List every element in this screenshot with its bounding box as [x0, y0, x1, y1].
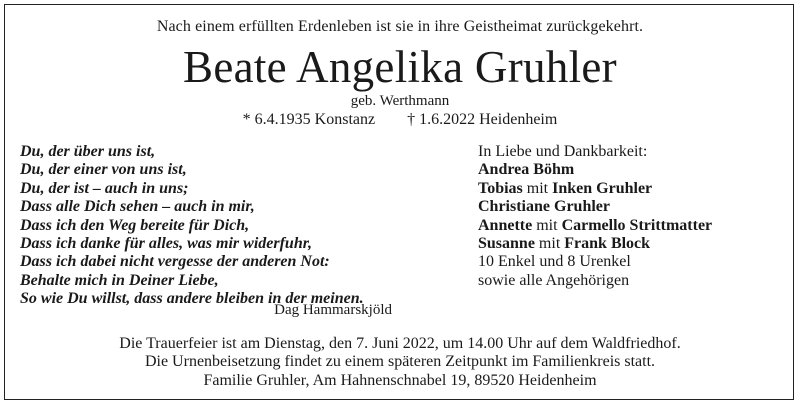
- service-details: [0, 335, 800, 390]
- funeral-info: Die Trauerfeier ist am Dienstag, den 7. Juni 2022, um 14.00 Uhr auf dem Waldfriedhof.: [119, 335, 681, 352]
- poem-line: Du, der ist – auch in uns;: [20, 179, 189, 197]
- mourner-entry: [478, 180, 778, 198]
- mourner-entry: [478, 198, 778, 216]
- death-date: † 1.6.2022 Heidenheim: [407, 111, 558, 128]
- poem-line: Du, der über uns ist,: [20, 143, 156, 160]
- mourners-heading: In Liebe und Dankbarkeit:: [478, 143, 648, 160]
- urn-info: Die Urnenbeisetzung findet zu einem späteren Zeitpunkt im Familienkreis statt.: [144, 353, 656, 371]
- deceased-name: Beate Angelika Gruhler: [183, 42, 617, 92]
- mourner-entry: [478, 235, 778, 253]
- poem-line: Dass alle Dich sehen – auch in mir,: [20, 198, 255, 216]
- poem-author: Dag Hammarskjöld: [274, 302, 392, 318]
- mourner-name: Carmello Strittmatter: [561, 216, 713, 234]
- poem-line: Du, der einer von uns ist,: [20, 161, 187, 179]
- mourner-name: Frank Block: [564, 235, 651, 253]
- poem-line: Dass ich danke für alles, was mir widerfuhr,: [20, 235, 313, 253]
- relatives-line: sowie alle Angehörigen: [478, 271, 630, 289]
- poem: [20, 143, 400, 309]
- mourner-entry: [478, 161, 778, 179]
- intro-text: Nach einem erfüllten Erdenleben ist sie in ihre Geistheimat zurückgekehrt.: [156, 18, 644, 35]
- mourners-list: [478, 143, 778, 290]
- mourner-name: Christiane Gruhler: [478, 198, 610, 216]
- mourner-name: Susanne: [478, 235, 535, 253]
- conjunction: mit: [536, 216, 558, 234]
- conjunction: mit: [526, 179, 549, 197]
- mourner-name: Annette: [478, 216, 533, 234]
- family-address: Familie Gruhler, Am Hahnenschnabel 19, 89520 Heidenheim: [203, 371, 597, 389]
- poem-line: Behalte mich in Deiner Liebe,: [20, 271, 219, 289]
- mourner-name: Andrea Böhm: [478, 161, 575, 179]
- poem-line: So wie Du willst, dass andere bleiben in der meinen.: [20, 290, 364, 308]
- birth-name: geb. Werthmann: [350, 93, 450, 109]
- grandchildren-line: 10 Enkel und 8 Urenkel: [478, 253, 631, 271]
- poem-line: Dass ich dabei nicht vergesse der anderen Not:: [20, 253, 330, 271]
- poem-line: Dass ich den Weg bereite für Dich,: [20, 216, 250, 234]
- mourner-entry: [478, 217, 778, 235]
- life-dates: [0, 111, 800, 129]
- birth-date: * 6.4.1935 Konstanz: [242, 111, 376, 128]
- mourner-name: Inken Gruhler: [552, 179, 653, 197]
- mourner-name: Tobias: [478, 179, 523, 197]
- conjunction: mit: [538, 235, 561, 253]
